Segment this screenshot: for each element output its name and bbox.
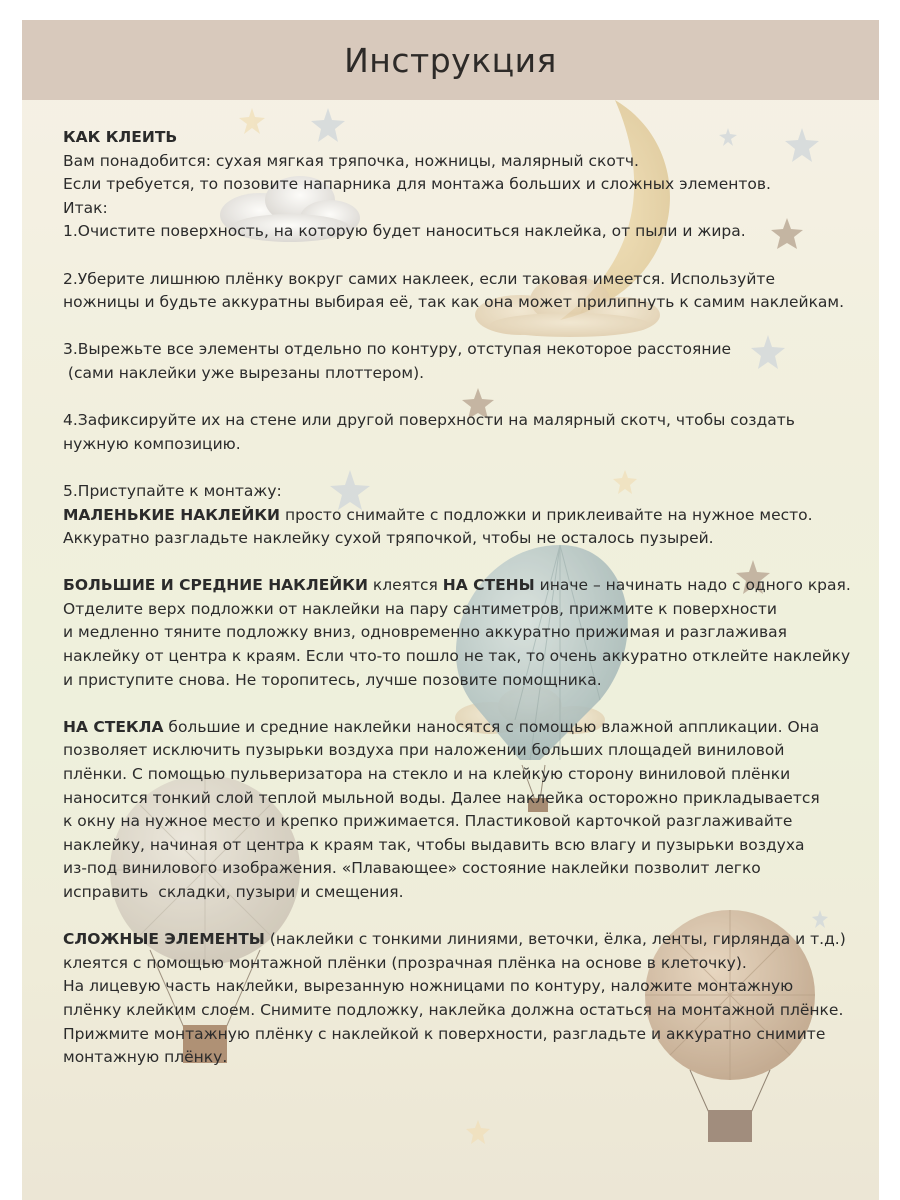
text-fragment: большие и средние наклейки наносятся с помощью влажной аппликации. Она (163, 717, 820, 736)
text-line: Прижмите монтажную плёнку с наклейкой к поверхности, разгладьте и аккуратно снимите (63, 1024, 826, 1043)
text-line: 1.Очистите поверхность, на которую будет наноситься наклейка, от пыли и жира. (63, 222, 746, 241)
text-line: Отделите верх подложки от наклейки на пару сантиметров, прижмите к поверхности (63, 599, 777, 618)
step-2 (63, 268, 843, 315)
text-line: наносится тонкий слой теплой мыльной воды. Далее наклейка осторожно прикладывается (63, 788, 820, 807)
text-line: 3.Вырежьте все элементы отдельно по контуру, отступая некоторое расстояние (63, 340, 732, 359)
on-glass-label: НА СТЕКЛА (63, 717, 164, 736)
text-fragment: иначе – начинать надо с одного края. (534, 576, 851, 595)
text-line: плёнки. С помощью пульверизатора на стекло и на клейкую сторону виниловой плёнки (63, 765, 791, 784)
text-line: наклейку, начиная от центра к краям так, чтобы выдавить всю влагу и пузырьки воздуха (63, 835, 805, 854)
step-3 (63, 338, 843, 385)
section-large-stickers (63, 574, 851, 692)
text-line: На лицевую часть наклейки, вырезанную ножницами по контуру, наложите монтажную (63, 977, 794, 996)
large-stickers-label: БОЛЬШИЕ И СРЕДНИЕ НАКЛЕЙКИ (63, 576, 368, 595)
text-line: и приступите снова. Не торопитесь, лучше позовите помощника. (63, 670, 602, 689)
text-line: монтажную плёнку. (63, 1048, 228, 1067)
text-line: Итак: (63, 198, 108, 217)
page-title: Инструкция (344, 40, 557, 80)
text-line: 2.Уберите лишнюю плёнку вокруг самих наклеек, если таковая имеется. Используйте (63, 269, 775, 288)
text-line: 5.Приступайте к монтажу: (63, 481, 282, 500)
text-line: нужную композицию. (63, 434, 241, 453)
text-line: исправить складки, пузыри и смещения. (63, 883, 404, 901)
text-line: наклейку от центра к краям. Если что-то пошло не так, то очень аккуратно отклейте наклейку (63, 647, 851, 666)
text-line: клеятся с помощью монтажной плёнки (прозрачная плёнка на основе в клеточку). (63, 953, 747, 972)
section-complex-elements (63, 928, 846, 1070)
section-how-to-glue (63, 126, 843, 244)
text-line: ножницы и будьте аккуратны выбирая её, так как она может прилипнуть к самим наклейкам. (63, 293, 845, 312)
step-5 (63, 480, 843, 551)
section-heading: КАК КЛЕИТЬ (63, 128, 178, 146)
text-line: плёнку клейким слоем. Снимите подложку, наклейка должна остаться на монтажной плёнке. (63, 1000, 844, 1019)
step-4 (63, 409, 843, 456)
page-header (22, 20, 879, 100)
small-stickers-label: МАЛЕНЬКИЕ НАКЛЕЙКИ (63, 505, 281, 524)
complex-elements-label: СЛОЖНЫЕ ЭЛЕМЕНТЫ (63, 930, 265, 949)
text-line: 4.Зафиксируйте их на стене или другой поверхности на малярный скотч, чтобы создать (63, 411, 795, 430)
text-line: позволяет исключить пузырьки воздуха при наложении больших площадей виниловой (63, 741, 785, 760)
on-walls-label: НА СТЕНЫ (442, 576, 535, 595)
text-line: и медленно тяните подложку вниз, одновременно аккуратно прижимая и разглаживая (63, 623, 787, 642)
section-on-glass (63, 716, 843, 905)
text-fragment: клеятся (367, 576, 443, 595)
text-line: Вам понадобится: сухая мягкая тряпочка, ножницы, малярный скотч. (63, 151, 639, 170)
text-line: Если требуется, то позовите напарника для монтажа больших и сложных элементов. (63, 175, 771, 194)
text-fragment: просто снимайте с подложки и приклеивайте на нужное место. (280, 505, 813, 524)
text-line: Аккуратно разгладьте наклейку сухой тряпочкой, чтобы не осталось пузырей. (63, 529, 714, 548)
text-line: (сами наклейки уже вырезаны плоттером). (63, 363, 425, 382)
text-fragment: (наклейки с тонкими линиями, веточки, ёлка, ленты, гирлянда и т.д.) (264, 930, 846, 949)
instruction-text (63, 126, 851, 1070)
text-line: из-под винилового изображения. «Плавающее» состояние наклейки позволит легко (63, 859, 761, 878)
text-line: к окну на нужное место и крепко прижимается. Пластиковой карточкой разглаживайте (63, 812, 793, 831)
